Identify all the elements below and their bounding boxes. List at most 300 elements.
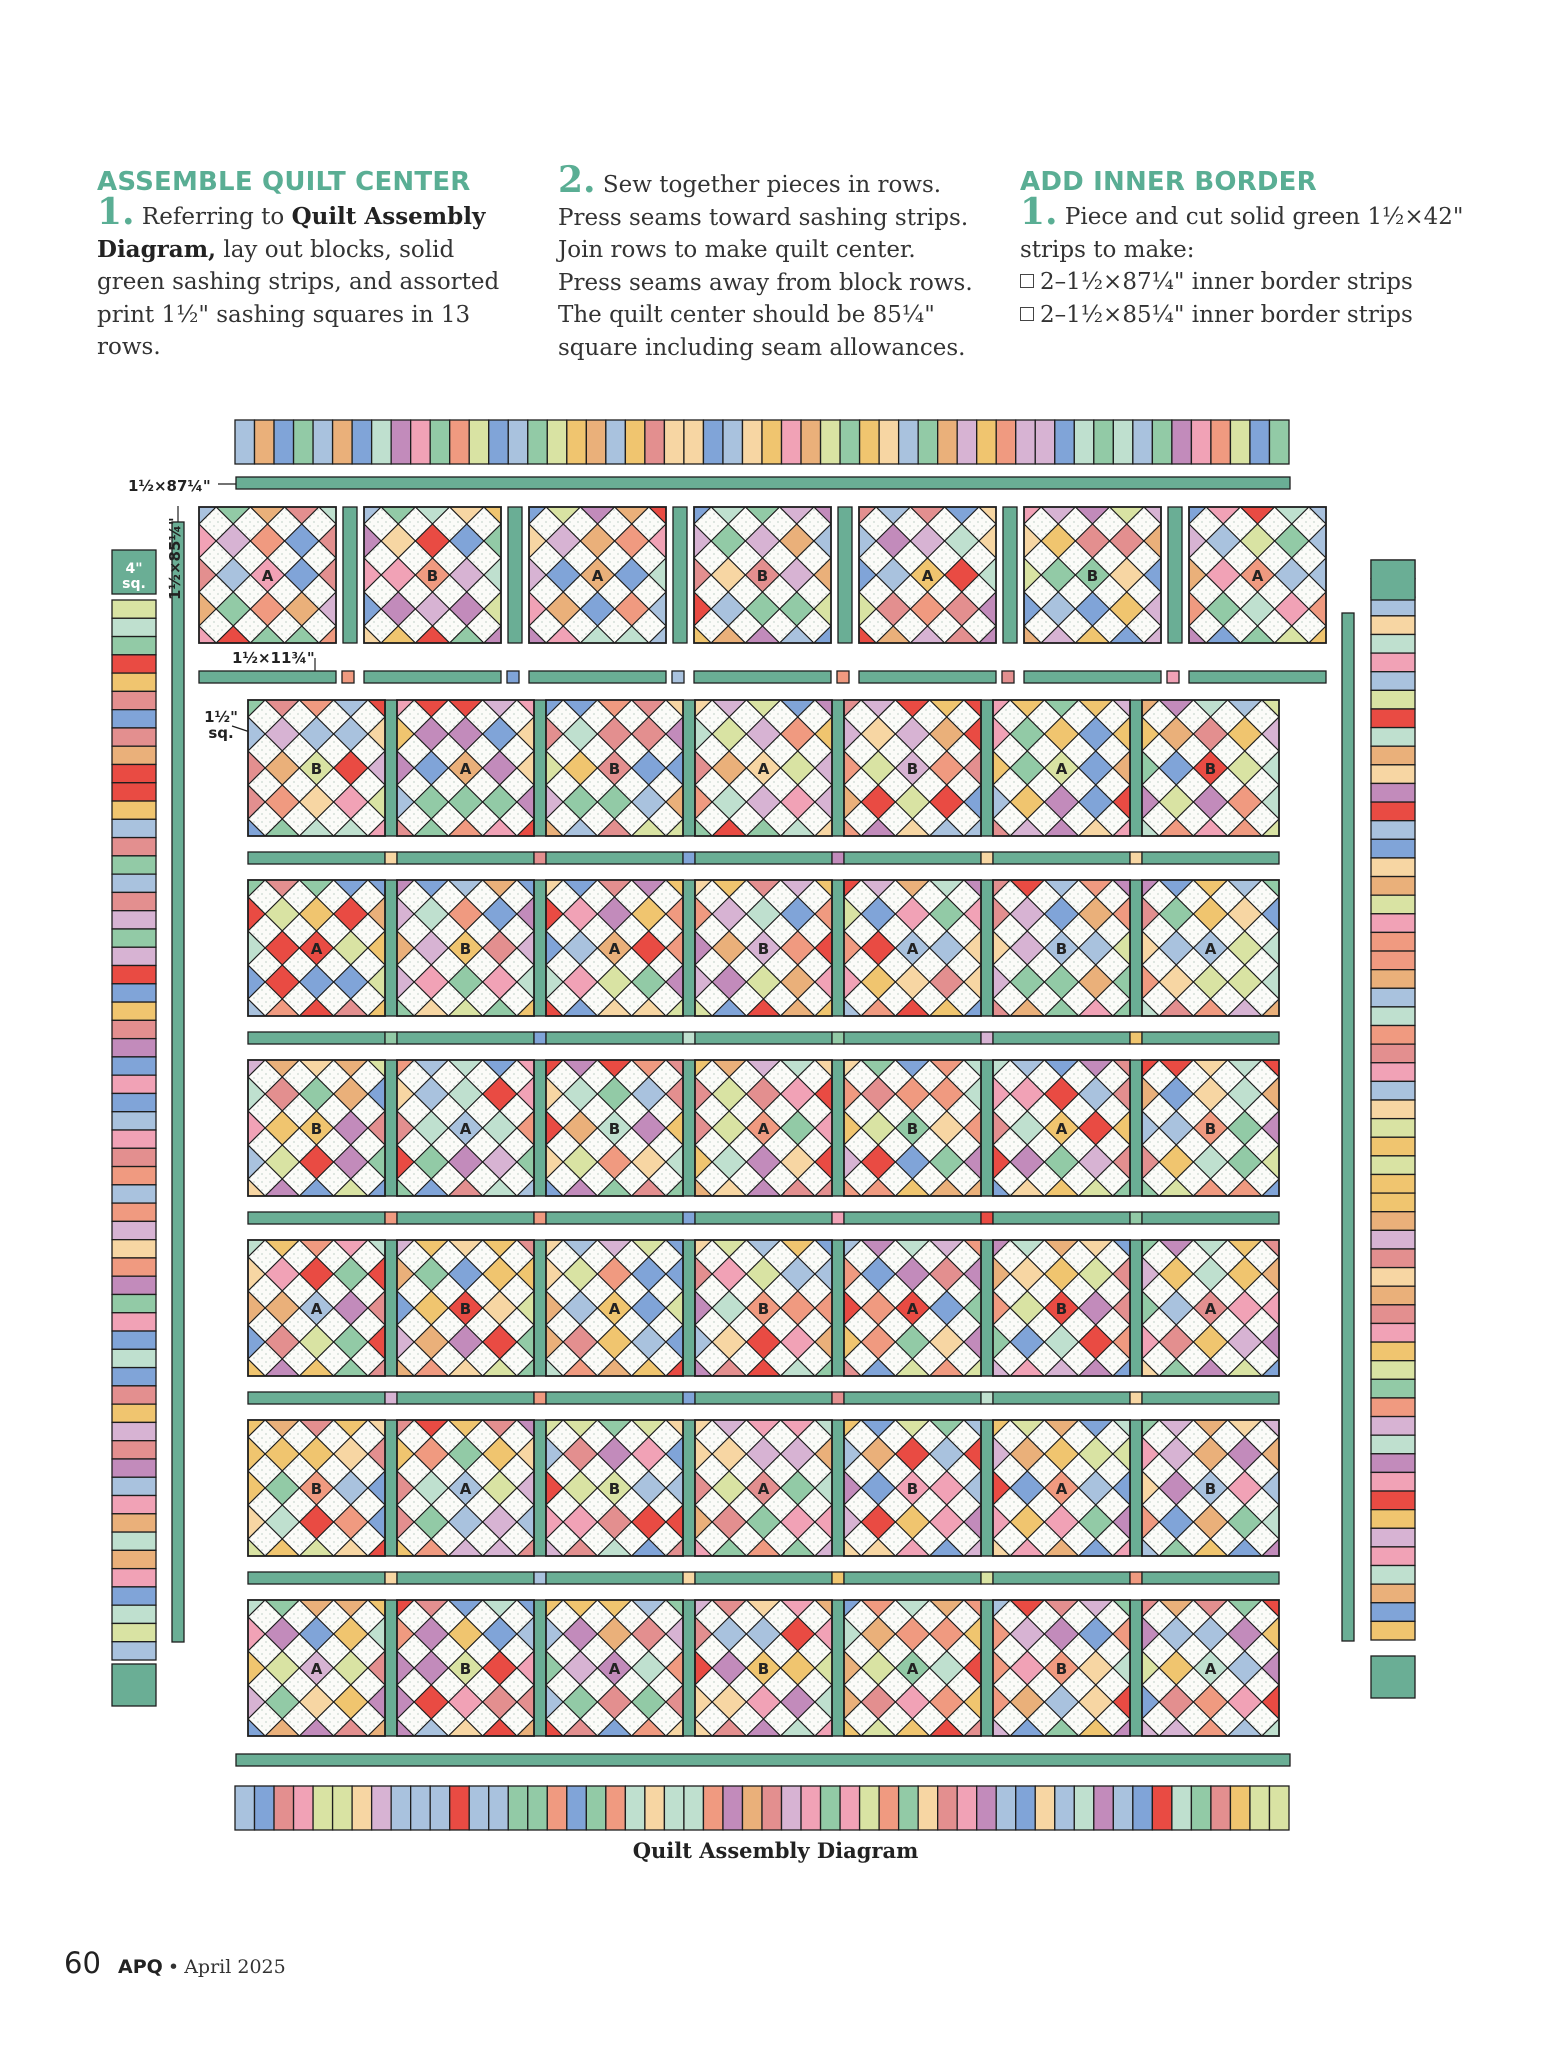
block-diamond: [1279, 1094, 1313, 1128]
section-heading: ADD INNER BORDER: [1020, 167, 1317, 197]
sashing-square: [832, 1392, 844, 1404]
block-label: A: [310, 1660, 323, 1678]
sashing-strip-vertical: [385, 1240, 397, 1376]
block-diamond: [214, 836, 248, 870]
pieced-strip-segment: [112, 655, 156, 673]
pieced-strip-segment: [1371, 1249, 1415, 1268]
pieced-strip-segment: [112, 1441, 156, 1459]
pieced-strip-segment: [528, 420, 548, 464]
bottom-pieced-border: [235, 1786, 1289, 1830]
pieced-strip-segment: [996, 1786, 1016, 1830]
sashing-strip-horizontal: [546, 852, 683, 864]
block-label: B: [310, 1480, 323, 1498]
block-diamond: [1279, 768, 1313, 802]
block-diamond: [1326, 575, 1360, 609]
pieced-strip-segment: [1191, 1786, 1211, 1830]
sashing-strip-horizontal: [695, 1032, 832, 1044]
sashing-square: [1130, 1392, 1142, 1404]
block-diamond: [214, 1196, 248, 1230]
pieced-strip-segment: [112, 1514, 156, 1532]
pieced-strip-segment: [1371, 616, 1415, 635]
pieced-strip-segment: [112, 1331, 156, 1349]
pieced-strip-segment: [112, 1185, 156, 1203]
block-diamond: [214, 1386, 248, 1420]
sashing-square: [385, 1392, 397, 1404]
pieced-strip-segment: [1371, 932, 1415, 951]
inner-border-left: [172, 522, 184, 1642]
pieced-strip-segment: [1371, 1156, 1415, 1175]
pieced-strip-segment: [274, 1786, 294, 1830]
sashing-strip-vertical: [981, 1600, 993, 1736]
block-diamond: [1292, 473, 1326, 507]
block-diamond: [214, 1556, 248, 1590]
block-label: B: [906, 1480, 919, 1498]
block-diamond: [214, 1128, 248, 1162]
step-number: 1.: [97, 191, 135, 233]
block-diamond: [1279, 1634, 1313, 1668]
pieced-strip-segment: [645, 1786, 665, 1830]
inner-border-bottom: [236, 1754, 1290, 1766]
pieced-strip-segment: [879, 420, 899, 464]
pieced-strip-segment: [112, 783, 156, 801]
pieced-strip-segment: [957, 420, 977, 464]
pieced-strip-segment: [1371, 1007, 1415, 1026]
pieced-strip-segment: [391, 420, 411, 464]
pieced-strip-segment: [112, 801, 156, 819]
pieced-strip-segment: [352, 420, 372, 464]
block-label: B: [310, 760, 323, 778]
pieced-strip-segment: [1371, 858, 1415, 877]
block-label: B: [608, 1480, 621, 1498]
pieced-strip-segment: [1371, 1305, 1415, 1324]
pieced-strip-segment: [1172, 420, 1192, 464]
pieced-strip-segment: [112, 1368, 156, 1386]
block-diamond: [1279, 1454, 1313, 1488]
pieced-strip-segment: [860, 1786, 880, 1830]
block-label: A: [459, 1480, 472, 1498]
pieced-strip-segment: [977, 420, 997, 464]
block-diamond: [1279, 1488, 1313, 1522]
pieced-strip-segment: [112, 947, 156, 965]
sashing-square: [385, 1032, 397, 1044]
block-diamond: [1326, 507, 1360, 541]
page-number: 60: [64, 1946, 101, 1980]
pieced-strip-segment: [1371, 988, 1415, 1007]
pieced-strip-segment: [112, 838, 156, 856]
block-label: A: [1055, 1480, 1068, 1498]
sashing-strip-horizontal: [695, 852, 832, 864]
sashing-square: [683, 1572, 695, 1584]
pieced-strip-segment: [1371, 1435, 1415, 1454]
pieced-strip-segment: [112, 746, 156, 764]
sashing-strip-vertical: [534, 1420, 546, 1556]
pieced-strip-segment: [1371, 1063, 1415, 1082]
pieced-strip-segment: [372, 420, 392, 464]
pieced-strip-segment: [235, 420, 255, 464]
sashing-strip-horizontal: [397, 1572, 534, 1584]
block-diamond: [1279, 1668, 1313, 1702]
sashing-strip-horizontal: [844, 1032, 981, 1044]
sashing-strip-horizontal: [397, 1032, 534, 1044]
sashing-strip-vertical: [508, 507, 522, 643]
block-diamond: [1279, 1600, 1313, 1634]
pieced-strip-segment: [1371, 1100, 1415, 1119]
sashing-square: [832, 1032, 844, 1044]
sashing-strip-horizontal: [546, 1392, 683, 1404]
sashing-strip-vertical: [683, 1420, 695, 1556]
sashing-strip-vertical: [1130, 1240, 1142, 1376]
pieced-strip-segment: [1371, 1323, 1415, 1342]
pieced-strip-segment: [112, 1075, 156, 1093]
sashing-square: [1002, 671, 1014, 683]
pieced-strip-segment: [1371, 1566, 1415, 1585]
block-diamond: [1279, 1308, 1313, 1342]
pieced-strip-segment: [112, 966, 156, 984]
sashing-square: [385, 1572, 397, 1584]
pieced-strip-segment: [703, 420, 723, 464]
sashing-square: [837, 671, 849, 683]
pieced-strip-segment: [112, 1404, 156, 1422]
pieced-strip-segment: [1269, 420, 1289, 464]
sashing-strip-horizontal: [397, 1212, 534, 1224]
sashing-square: [672, 671, 684, 683]
pieced-strip-segment: [489, 1786, 509, 1830]
block-label: B: [459, 1300, 472, 1318]
pieced-strip-segment: [684, 1786, 704, 1830]
sashing-strip-horizontal: [859, 671, 996, 683]
pieced-strip-segment: [1371, 709, 1415, 728]
pieced-strip-segment: [586, 420, 606, 464]
block-label: A: [1204, 940, 1217, 958]
block-diamond: [1279, 1342, 1313, 1376]
pieced-strip-segment: [1371, 765, 1415, 784]
block-diamond: [1279, 1702, 1313, 1736]
pieced-strip-segment: [586, 1786, 606, 1830]
sashing-strip-horizontal: [695, 1572, 832, 1584]
pieced-strip-segment: [1055, 1786, 1075, 1830]
block-diamond: [214, 1240, 248, 1274]
sashing-strip-vertical: [981, 1060, 993, 1196]
block-diamond: [214, 1016, 248, 1050]
pieced-strip-segment: [625, 1786, 645, 1830]
pieced-strip-segment: [840, 1786, 860, 1830]
sashing-strip-vertical: [673, 507, 687, 643]
sashing-strip-horizontal: [695, 1392, 832, 1404]
block-label: B: [459, 940, 472, 958]
sashing-square: [385, 1212, 397, 1224]
cut-list-item: 2–1½×85¼" inner border strips: [1020, 299, 1480, 332]
block-label: A: [757, 760, 770, 778]
block-label: A: [310, 940, 323, 958]
sashing-square: [981, 1572, 993, 1584]
sashing-strip-vertical: [534, 1060, 546, 1196]
sashing-strip-horizontal: [993, 1212, 1130, 1224]
pieced-strip-segment: [112, 892, 156, 910]
block-diamond: [214, 1488, 248, 1522]
block-diamond: [214, 1454, 248, 1488]
block-label: B: [906, 1120, 919, 1138]
pieced-strip-segment: [112, 600, 156, 618]
sashing-strip-vertical: [385, 1420, 397, 1556]
pieced-strip-segment: [112, 911, 156, 929]
sashing-strip-vertical: [832, 700, 844, 836]
pieced-strip-segment: [112, 1294, 156, 1312]
issue-date: April 2025: [184, 1956, 286, 1978]
pieced-strip-segment: [1371, 672, 1415, 691]
block-diamond: [1279, 1386, 1313, 1420]
pieced-strip-segment: [112, 1258, 156, 1276]
block-label: B: [906, 760, 919, 778]
pieced-strip-segment: [274, 420, 294, 464]
sashing-strip-horizontal: [993, 1032, 1130, 1044]
block-diamond: [1279, 1420, 1313, 1454]
sashing-strip-horizontal: [1189, 671, 1326, 683]
block-diamond: [1279, 1060, 1313, 1094]
sashing-strip-vertical: [1003, 507, 1017, 643]
pieced-strip-segment: [1371, 839, 1415, 858]
sashing-strip-horizontal: [248, 852, 385, 864]
block-diamond: [214, 1060, 248, 1094]
block-label: B: [426, 567, 439, 585]
block-label: A: [1055, 760, 1068, 778]
sashing-square: [683, 1032, 695, 1044]
block-diamond: [1279, 880, 1313, 914]
block-label: A: [608, 1660, 621, 1678]
block-diamond: [214, 768, 248, 802]
block-diamond: [1279, 1274, 1313, 1308]
pieced-strip-segment: [1371, 634, 1415, 653]
pieced-strip-segment: [112, 710, 156, 728]
block-diamond: [1279, 734, 1313, 768]
sashing-strip-vertical: [534, 880, 546, 1016]
sashing-strip-vertical: [343, 507, 357, 643]
block-label: B: [1204, 1480, 1217, 1498]
pieced-strip-segment: [294, 1786, 314, 1830]
pieced-strip-segment: [313, 420, 333, 464]
pieced-strip-segment: [112, 1148, 156, 1166]
pieced-strip-segment: [508, 420, 528, 464]
pieced-strip-segment: [112, 691, 156, 709]
sashing-strip-vertical: [683, 700, 695, 836]
pieced-strip-segment: [996, 420, 1016, 464]
pieced-strip-segment: [313, 1786, 333, 1830]
block-diamond: [214, 1308, 248, 1342]
pieced-strip-segment: [1371, 783, 1415, 802]
pieced-strip-segment: [112, 929, 156, 947]
sashing-square: [832, 852, 844, 864]
block-diamond: [214, 914, 248, 948]
block-diamond: [214, 1420, 248, 1454]
pieced-strip-segment: [112, 1167, 156, 1185]
sashing-strip-vertical: [385, 1600, 397, 1736]
pieced-strip-segment: [112, 1020, 156, 1038]
pieced-strip-segment: [333, 1786, 353, 1830]
pieced-strip-segment: [1371, 914, 1415, 933]
sashing-square: [342, 671, 354, 683]
pieced-strip-segment: [1371, 1212, 1415, 1231]
sashing-strip-vertical: [1130, 1420, 1142, 1556]
diagram-caption: Quilt Assembly Diagram: [632, 1838, 919, 1863]
block-label: B: [1204, 1120, 1217, 1138]
block-label: B: [1204, 760, 1217, 778]
pieced-strip-segment: [112, 1276, 156, 1294]
block-label: A: [1204, 1660, 1217, 1678]
pieced-strip-segment: [112, 618, 156, 636]
pieced-strip-segment: [352, 1786, 372, 1830]
sashing-square: [507, 671, 519, 683]
sashing-strip-horizontal: [248, 1032, 385, 1044]
quilt-block-B: [990, 473, 1196, 677]
pieced-strip-segment: [112, 728, 156, 746]
pieced-strip-segment: [625, 420, 645, 464]
block-label: A: [608, 1300, 621, 1318]
pieced-strip-segment: [112, 1532, 156, 1550]
pieced-strip-segment: [782, 1786, 802, 1830]
block-label: A: [459, 760, 472, 778]
block-label: A: [1204, 1300, 1217, 1318]
pieced-strip-segment: [1371, 1528, 1415, 1547]
block-label: B: [1055, 1660, 1068, 1678]
block-label: A: [591, 567, 604, 585]
pieced-strip-segment: [1230, 420, 1250, 464]
pieced-strip-segment: [664, 420, 684, 464]
pieced-strip-segment: [112, 1203, 156, 1221]
pieced-strip-segment: [1371, 1174, 1415, 1193]
pieced-strip-segment: [1035, 1786, 1055, 1830]
sashing-strip-vertical: [385, 1060, 397, 1196]
quilt-block-A: [825, 473, 1031, 677]
pieced-strip-segment: [782, 420, 802, 464]
pieced-strip-segment: [1371, 1454, 1415, 1473]
pieced-strip-segment: [1371, 1361, 1415, 1380]
pieced-strip-segment: [1371, 1026, 1415, 1045]
sashing-square: [832, 1212, 844, 1224]
magazine-name: APQ: [118, 1956, 163, 1978]
pieced-strip-segment: [1211, 420, 1231, 464]
pieced-strip-segment: [1371, 1193, 1415, 1212]
pieced-strip-segment: [1133, 420, 1153, 464]
sashing-strip-vertical: [534, 700, 546, 836]
block-diamond: [1279, 700, 1313, 734]
sashing-strip-vertical: [534, 1240, 546, 1376]
sashing-strip-horizontal: [1142, 1212, 1279, 1224]
sashing-strip-horizontal: [993, 852, 1130, 864]
sashing-square: [1167, 671, 1179, 683]
sashing-strip-vertical: [832, 1420, 844, 1556]
block-diamond: [1279, 1376, 1313, 1410]
block-diamond: [1279, 982, 1313, 1016]
pieced-strip-segment: [1371, 821, 1415, 840]
pieced-strip-segment: [1371, 802, 1415, 821]
sashing-strip-horizontal: [248, 1392, 385, 1404]
pieced-strip-segment: [1016, 1786, 1036, 1830]
block-diamond: [214, 1634, 248, 1668]
top-pieced-border: [235, 420, 1289, 464]
pieced-strip-segment: [1113, 420, 1133, 464]
block-label: B: [757, 940, 770, 958]
pieced-strip-segment: [112, 637, 156, 655]
sashing-square: [534, 1572, 546, 1584]
step-number: 2.: [558, 159, 596, 201]
sashing-strip-vertical: [534, 1600, 546, 1736]
pieced-strip-segment: [1371, 951, 1415, 970]
pieced-strip-segment: [918, 420, 938, 464]
block-diamond: [214, 1274, 248, 1308]
pieced-strip-segment: [1371, 1584, 1415, 1603]
sashing-strip-horizontal: [695, 1212, 832, 1224]
pieced-strip-segment: [1094, 420, 1114, 464]
pieced-strip-segment: [1250, 420, 1270, 464]
block-label: B: [608, 1120, 621, 1138]
pieced-strip-segment: [255, 1786, 275, 1830]
sashing-square: [534, 1392, 546, 1404]
block-diamond: [214, 1206, 248, 1240]
sashing-strip-vertical: [1130, 700, 1142, 836]
pieced-strip-segment: [703, 1786, 723, 1830]
pieced-strip-segment: [1172, 1786, 1192, 1830]
sashing-strip-vertical: [1130, 880, 1142, 1016]
pieced-strip-segment: [1371, 746, 1415, 765]
block-label: B: [756, 567, 769, 585]
block-label: A: [261, 567, 274, 585]
corner-square: [1371, 1656, 1415, 1698]
pieced-strip-segment: [547, 420, 567, 464]
pieced-strip-segment: [112, 1221, 156, 1239]
right-pieced-border: [1371, 560, 1415, 1640]
quilt-block-A: [1155, 473, 1361, 677]
pieced-strip-segment: [112, 1313, 156, 1331]
block-diamond: [1279, 1026, 1313, 1060]
sashing-strip-vertical: [1130, 1600, 1142, 1736]
sashing-strip-vertical: [832, 1060, 844, 1196]
pieced-strip-segment: [112, 764, 156, 782]
pieced-strip-segment: [112, 1112, 156, 1130]
block-diamond: [1279, 1206, 1313, 1240]
sashing-square: [1130, 1572, 1142, 1584]
block-label: A: [921, 567, 934, 585]
sashing-strip-vertical: [981, 880, 993, 1016]
block-diamond: [1279, 1016, 1313, 1050]
sashing-strip-vertical: [1168, 507, 1182, 643]
sashing-square: [832, 1572, 844, 1584]
sashing-strip-horizontal: [364, 671, 501, 683]
pieced-strip-segment: [112, 1386, 156, 1404]
block-diamond: [1279, 836, 1313, 870]
sashing-strip-horizontal: [529, 671, 666, 683]
block-label: A: [1055, 1120, 1068, 1138]
block-label: A: [906, 1300, 919, 1318]
pieced-strip-segment: [112, 1642, 156, 1660]
sashing-strip-vertical: [981, 700, 993, 836]
pieced-strip-segment: [112, 1569, 156, 1587]
pieced-strip-segment: [1250, 1786, 1270, 1830]
sashing-strip-horizontal: [694, 671, 831, 683]
pieced-strip-segment: [899, 420, 919, 464]
block-diamond: [1279, 1522, 1313, 1556]
sashing-strip-vertical: [385, 880, 397, 1016]
inner-border-top: [236, 477, 1290, 489]
pieced-strip-segment: [840, 420, 860, 464]
pieced-strip-segment: [372, 1786, 392, 1830]
block-label: A: [906, 1660, 919, 1678]
pieced-strip-segment: [1055, 420, 1075, 464]
pieced-strip-segment: [801, 1786, 821, 1830]
sashing-strip-horizontal: [844, 1572, 981, 1584]
pieced-strip-segment: [469, 1786, 489, 1830]
pieced-strip-segment: [606, 420, 626, 464]
block-label: A: [310, 1300, 323, 1318]
pieced-strip-segment: [112, 1623, 156, 1641]
